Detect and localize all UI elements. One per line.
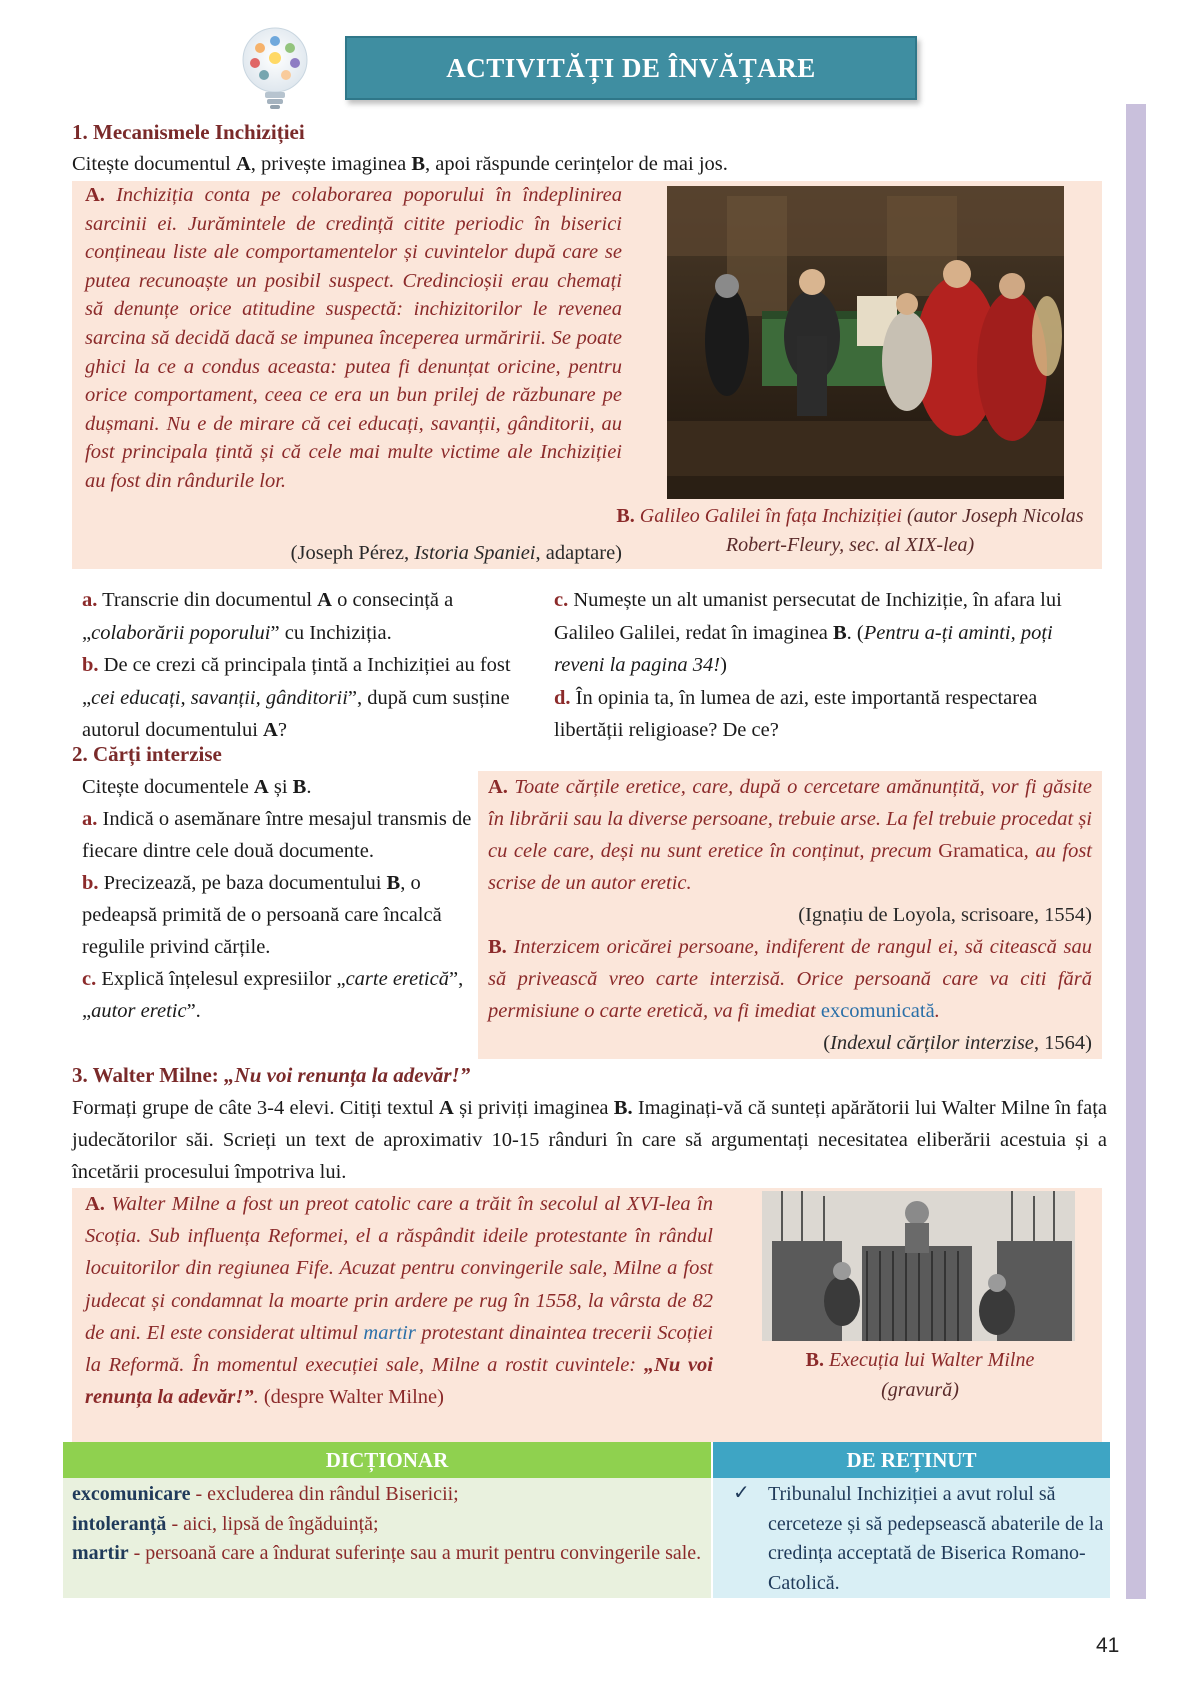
milne-engraving-image — [762, 1191, 1075, 1341]
galileo-painting-image — [667, 186, 1064, 499]
section2-doc-b-source: (Indexul cărților interzise, 1564) — [823, 1032, 1092, 1054]
dictionary-entry: intoleranță - aici, lipsă de îngăduință; — [72, 1512, 379, 1535]
section3-intro: Formați grupe de câte 3-4 elevi. Citiți textul A și priviți imaginea B. Imaginați-vă că sunteți apărătorii lui Walter Milne în fața judecătorilor săi. Scrieți un text de aproximativ 10-15 rânduri în care să argumentați necesitatea eliberării acestuia și a încetării procesului împotriva lui. — [72, 1097, 1107, 1183]
dictionary-entry: martir - persoană care a îndurat suferințe sau a murit pentru convingerile sale. — [72, 1542, 702, 1564]
section1-doc-a-source: (Joseph Pérez, Istoria Spaniei, adaptare) — [290, 542, 622, 564]
retinut-header: DE REȚINUT — [713, 1442, 1110, 1478]
section1-title: 1. Mecanismele Inchiziției — [72, 120, 305, 144]
section2-docs-text — [488, 771, 1092, 1059]
section1-intro: Citește documentul A, privește imaginea B, apoi răspunde cerințelor de mai jos. — [72, 153, 728, 175]
question-1a: a. Transcrie din documentul A o consecință a „colaborării poporului” cu Inchiziția. — [82, 589, 454, 644]
question-2c: c. Explică înțelesul expresiilor „carte eretică”, „autor eretic”. — [82, 968, 464, 1022]
milne-caption: B. Execuția lui Walter Milne (gravură) — [805, 1349, 1035, 1401]
excomunicata-link[interactable]: excomunicată — [820, 1000, 935, 1022]
section3-doc-a-text: A. Walter Milne a fost un preot catolic care a trăit în secolul al XVI-lea în Scoția. Sub influența Reformei, el a răspândit ideile protestante în rândul locuitorilor din regiunea Fife. Acuzat pentru convingerile sale, Milne a fost judecat și condamnat la moarte prin ardere pe rug în 1558, la vârsta de 82 de ani. El este considerat ultimul martir protestant dinaintea trecerii Scoției la Reformă. În momentul execuției sale, Milne a rostit cuvintele: „Nu voi renunța la adevăr!”. (despre Walter Milne) — [85, 1193, 713, 1409]
martir-link[interactable]: martir — [363, 1321, 416, 1344]
page-banner: ACTIVITĂȚI DE ÎNVĂȚARE — [345, 36, 917, 100]
section2-title: 2. Cărți interzise — [72, 742, 222, 766]
dictionary-entry: excomunicare - excluderea din rândul Bisericii; — [72, 1483, 459, 1505]
galileo-caption: B. Galileo Galilei în fața Inchiziției (autor Joseph Nicolas Robert-Fleury, sec. al XIX-lea) — [616, 505, 1084, 556]
bulb-logo-icon — [238, 26, 312, 112]
question-1c: c. Numește un alt umanist persecutat de Inchiziție, în afara lui Galileo Galilei, redat în imaginea B. (Pentru a-ți aminti, poți reveni la pagina 34!) — [554, 589, 1062, 676]
section1-doc-a-text: A. Inchiziția conta pe colaborarea poporului în îndeplinirea sarcinii ei. Jurămintele de credință citite periodic în biserici conțineau liste ale comportamentelor și cuvintelor după care se putea recunoaște un posibil suspect. Credincioșii erau chemați să denunțe orice atitudine suspectă: inchizitorilor le revenea sarcina să decidă dacă se impunea începerea urmăririi. Se poate ghici la ce a condus aceasta: putea fi denunțat oricine, pentru orice comportament, ceea ce era un bun prilej de răzbunare pe dușmani. Nu e de mirare că cei educați, savanții, gânditorii, au fost principala țintă și că cele mai multe victime ale Inchiziției au fost din rândurile lor. — [85, 184, 622, 492]
retinut-text: Tribunalul Inchiziției a avut rolul să cerceteze și să pedepsească abaterile de la credința acceptată de Biserica Romano-Catolică. — [768, 1483, 1104, 1594]
check-icon: ✓ — [733, 1482, 750, 1504]
dictionary-header: DICȚIONAR — [63, 1442, 711, 1478]
dictionary-entries — [72, 1480, 702, 1569]
question-2a: a. Indică o asemănare între mesajul transmis de fiecare dintre cele două documente. — [82, 808, 472, 862]
question-2b: b. Precizează, pe baza documentului B, o pedeapsă primită de o persoană care încalcă regulile privind cărțile. — [82, 872, 442, 958]
section2-questions — [82, 771, 472, 1027]
section1-questions-right — [554, 584, 1094, 747]
section2-intro: Citește documentele A și B. — [82, 776, 312, 798]
page-number: 41 — [1096, 1634, 1120, 1657]
side-bar — [1126, 104, 1146, 1599]
section1-questions-left — [82, 584, 527, 747]
section2-doc-b: B. Interzicem oricărei persoane, indiferent de rangul ei, să citească sau să privească vreo carte interzisă. Orice persoană care va citi fără permisiune o carte eretică, va fi imediat excomunicată. (Indexul cărților interzise, 1564) — [488, 931, 1092, 1027]
section2-doc-a-source: (Ignațiu de Loyola, scrisoare, 1554) — [798, 904, 1092, 926]
question-1d: d. În opinia ta, în lumea de azi, este importantă respectarea libertății religioase? De ce? — [554, 686, 1038, 741]
section3-title: 3. Walter Milne: „Nu voi renunța la adevăr!” — [72, 1063, 471, 1087]
question-1b: b. De ce crezi că principala țintă a Inchiziției au fost „cei educați, savanții, gânditorii”, după cum susține autorul documentului A? — [82, 654, 511, 741]
section2-doc-a: A. Toate cărțile eretice, care, după o cercetare amănunțită, vor fi găsite în librării sau la diverse persoane, trebuie arse. La fel trebuie procedat și cu cele care, deși nu sunt eretice în conținut, precum Gramatica, au fost scrise de un autor eretic. — [488, 776, 1092, 894]
